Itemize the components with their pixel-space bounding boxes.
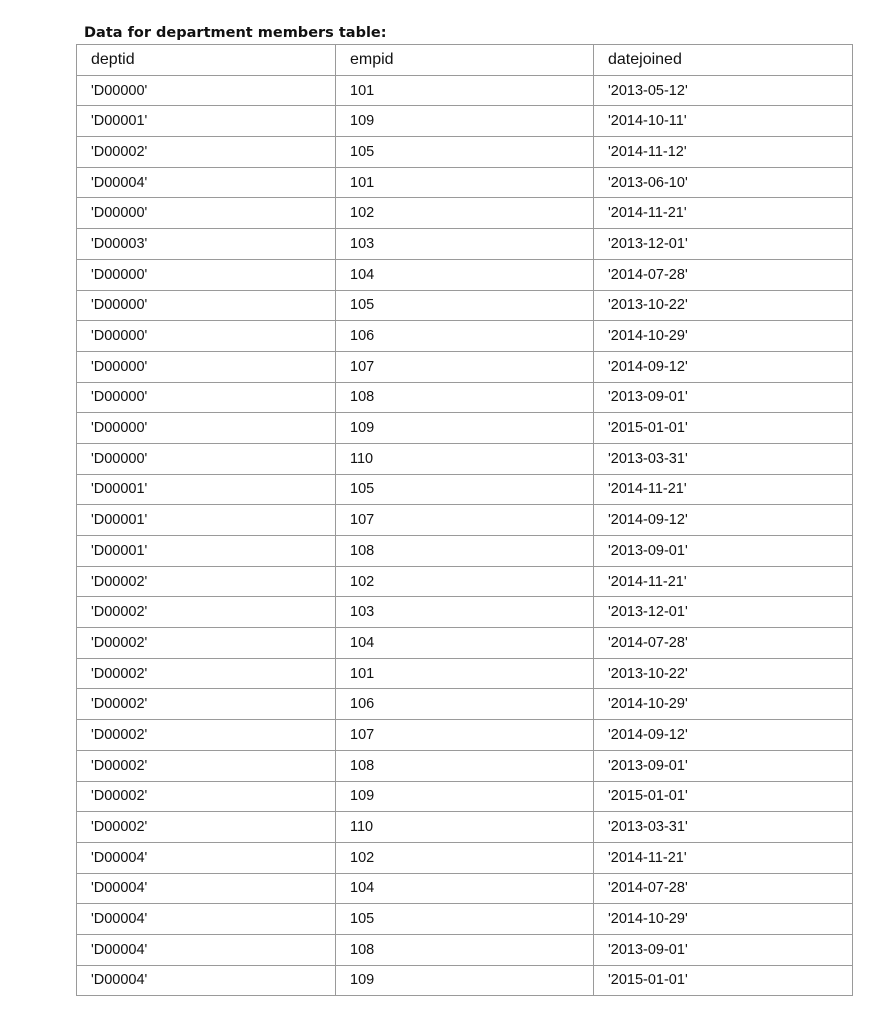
cell-datejoined: '2014-11-12' [594,137,853,168]
cell-datejoined: '2014-10-11' [594,106,853,137]
department-members-table [76,44,853,996]
cell-deptid: 'D00000' [77,351,336,382]
table-row [77,873,853,904]
cell-empid: 109 [336,413,594,444]
table-row [77,658,853,689]
table-row [77,965,853,996]
table-row [77,198,853,229]
table-row [77,229,853,260]
cell-datejoined: '2014-07-28' [594,628,853,659]
cell-empid: 106 [336,321,594,352]
cell-deptid: 'D00000' [77,198,336,229]
cell-datejoined: '2014-10-29' [594,689,853,720]
table-row [77,321,853,352]
cell-datejoined: '2014-09-12' [594,351,853,382]
cell-deptid: 'D00000' [77,382,336,413]
cell-empid: 102 [336,566,594,597]
cell-deptid: 'D00002' [77,750,336,781]
cell-datejoined: '2014-10-29' [594,904,853,935]
table-row [77,904,853,935]
cell-deptid: 'D00004' [77,965,336,996]
table-row [77,505,853,536]
cell-datejoined: '2014-07-28' [594,873,853,904]
cell-empid: 109 [336,781,594,812]
header-row [77,45,853,76]
cell-deptid: 'D00003' [77,229,336,260]
cell-empid: 105 [336,290,594,321]
cell-deptid: 'D00002' [77,597,336,628]
column-header-empid: empid [336,45,594,76]
cell-empid: 105 [336,904,594,935]
table-row [77,536,853,567]
cell-datejoined: '2013-09-01' [594,934,853,965]
cell-datejoined: '2014-11-21' [594,842,853,873]
cell-datejoined: '2013-09-01' [594,750,853,781]
cell-empid: 103 [336,597,594,628]
table-row [77,750,853,781]
cell-datejoined: '2013-06-10' [594,167,853,198]
table-row [77,167,853,198]
cell-empid: 109 [336,106,594,137]
cell-deptid: 'D00000' [77,259,336,290]
table-row [77,566,853,597]
cell-empid: 101 [336,75,594,106]
cell-deptid: 'D00004' [77,167,336,198]
cell-deptid: 'D00002' [77,781,336,812]
cell-empid: 110 [336,443,594,474]
table-row [77,781,853,812]
cell-deptid: 'D00000' [77,321,336,352]
cell-datejoined: '2015-01-01' [594,781,853,812]
cell-datejoined: '2013-12-01' [594,597,853,628]
cell-datejoined: '2014-09-12' [594,720,853,751]
cell-empid: 108 [336,750,594,781]
table-row [77,842,853,873]
cell-datejoined: '2014-11-21' [594,474,853,505]
cell-datejoined: '2013-09-01' [594,536,853,567]
cell-datejoined: '2013-10-22' [594,290,853,321]
cell-datejoined: '2013-12-01' [594,229,853,260]
cell-datejoined: '2014-11-21' [594,198,853,229]
cell-deptid: 'D00001' [77,505,336,536]
cell-empid: 102 [336,198,594,229]
table-row [77,720,853,751]
cell-empid: 106 [336,689,594,720]
cell-empid: 103 [336,229,594,260]
cell-empid: 109 [336,965,594,996]
table-row [77,382,853,413]
table-row [77,290,853,321]
cell-datejoined: '2013-03-31' [594,443,853,474]
cell-deptid: 'D00004' [77,934,336,965]
cell-datejoined: '2013-03-31' [594,812,853,843]
cell-deptid: 'D00002' [77,658,336,689]
table-row [77,137,853,168]
cell-empid: 108 [336,382,594,413]
table-row [77,259,853,290]
cell-empid: 101 [336,167,594,198]
cell-datejoined: '2015-01-01' [594,965,853,996]
cell-deptid: 'D00004' [77,904,336,935]
cell-deptid: 'D00002' [77,812,336,843]
cell-empid: 108 [336,934,594,965]
cell-deptid: 'D00002' [77,720,336,751]
table-row [77,75,853,106]
cell-empid: 105 [336,137,594,168]
cell-deptid: 'D00004' [77,873,336,904]
table-body [77,75,853,996]
cell-deptid: 'D00000' [77,75,336,106]
cell-datejoined: '2013-05-12' [594,75,853,106]
cell-deptid: 'D00000' [77,413,336,444]
cell-deptid: 'D00004' [77,842,336,873]
cell-empid: 107 [336,505,594,536]
table-row [77,597,853,628]
table-row [77,413,853,444]
cell-empid: 104 [336,628,594,659]
cell-empid: 104 [336,259,594,290]
cell-deptid: 'D00001' [77,106,336,137]
cell-empid: 108 [336,536,594,567]
cell-empid: 107 [336,720,594,751]
column-header-datejoined: datejoined [594,45,853,76]
table-row [77,474,853,505]
cell-datejoined: '2014-07-28' [594,259,853,290]
table-row [77,934,853,965]
table-row [77,628,853,659]
table-row [77,812,853,843]
cell-deptid: 'D00000' [77,443,336,474]
cell-deptid: 'D00001' [77,536,336,567]
cell-deptid: 'D00001' [77,474,336,505]
cell-empid: 110 [336,812,594,843]
cell-deptid: 'D00002' [77,137,336,168]
cell-datejoined: '2015-01-01' [594,413,853,444]
cell-datejoined: '2013-09-01' [594,382,853,413]
cell-empid: 102 [336,842,594,873]
cell-empid: 105 [336,474,594,505]
table-row [77,443,853,474]
table-row [77,106,853,137]
cell-deptid: 'D00002' [77,689,336,720]
column-header-deptid: deptid [77,45,336,76]
cell-deptid: 'D00002' [77,566,336,597]
table-caption: Data for department members table: [84,25,387,41]
cell-datejoined: '2013-10-22' [594,658,853,689]
cell-deptid: 'D00002' [77,628,336,659]
cell-datejoined: '2014-11-21' [594,566,853,597]
cell-empid: 104 [336,873,594,904]
cell-datejoined: '2014-09-12' [594,505,853,536]
cell-empid: 101 [336,658,594,689]
cell-deptid: 'D00000' [77,290,336,321]
cell-empid: 107 [336,351,594,382]
table-row [77,351,853,382]
table-row [77,689,853,720]
cell-datejoined: '2014-10-29' [594,321,853,352]
